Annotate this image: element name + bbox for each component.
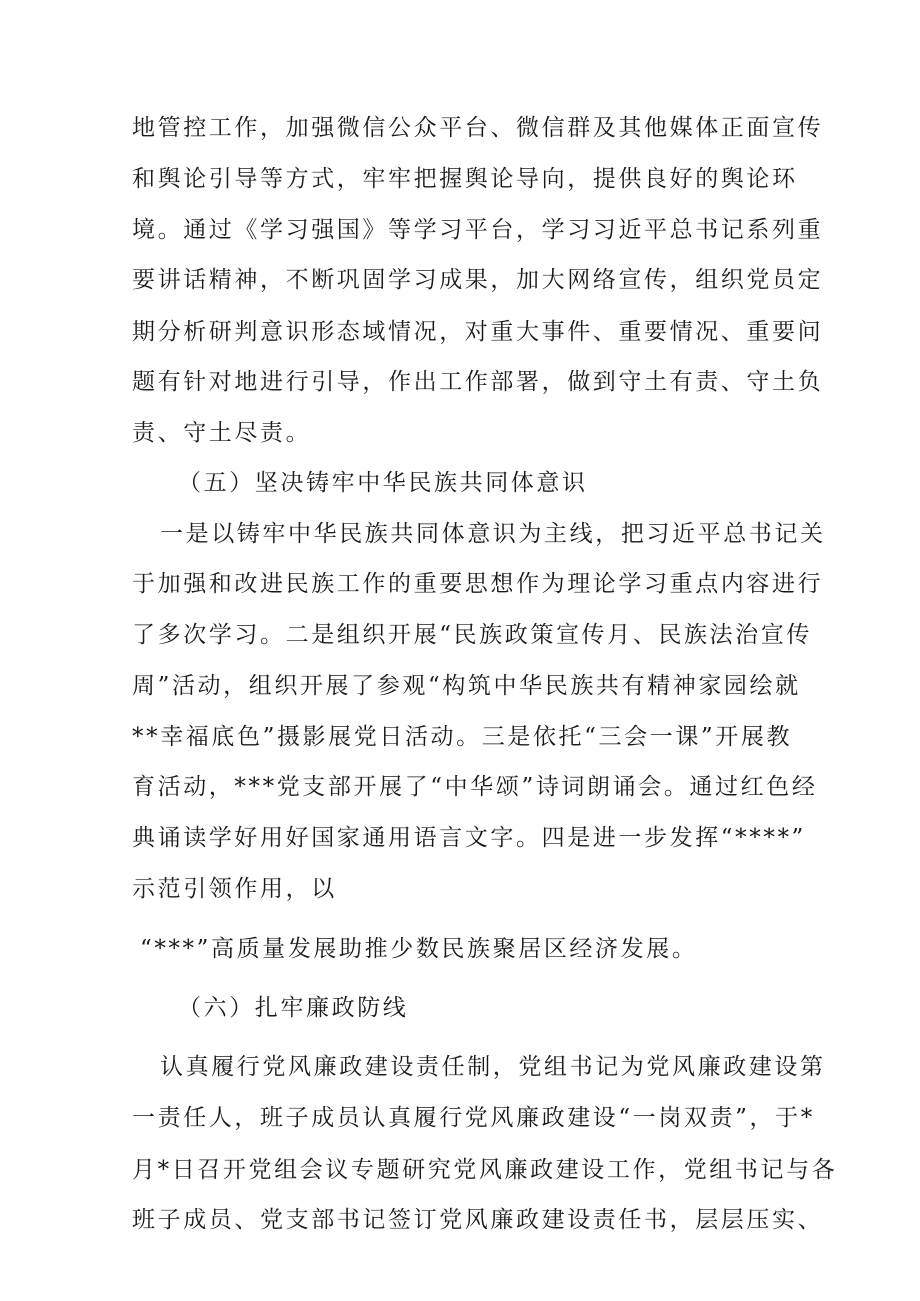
paragraph-line: 认真履行党风廉政建设责任制，党组书记为党风廉政建设第 <box>160 1054 826 1080</box>
paragraph-line: 题有针对地进行引导，作出工作部署，做到守土有责、守土负 <box>132 369 824 395</box>
section-heading-6: （六）扎牢廉政防线 <box>178 995 409 1021</box>
paragraph-line: 一是以铸牢中华民族共同体意识为主线，把习近平总书记关 <box>160 521 826 547</box>
paragraph-line: “***”高质量发展助推少数民族聚居区经济发展。 <box>140 936 698 962</box>
paragraph-line: 期分析研判意识形态域情况，对重大事件、重要情况、重要问 <box>132 319 824 345</box>
paragraph-line: 月*日召开党组会议专题研究党风廉政建设工作，党组书记与各 <box>132 1157 838 1183</box>
paragraph-line: 地管控工作，加强微信公众平台、微信群及其他媒体正面宣传 <box>132 115 824 141</box>
paragraph-line: 责、守土尽责。 <box>132 420 312 446</box>
paragraph-line: 境。通过《学习强国》等学习平台，学习习近平总书记系列重 <box>132 217 824 243</box>
paragraph-line: 周”活动，组织开展了参观“构筑中华民族共有精神家园绘就 <box>132 673 801 699</box>
paragraph-line: 要讲话精神，不断巩固学习成果，加大网络宣传，组织党员定 <box>132 267 824 293</box>
paragraph-line: **幸福底色”摄影展党日活动。三是依托“三会一课”开展教 <box>132 724 793 750</box>
paragraph-line: 和舆论引导等方式，牢牢把握舆论导向，提供良好的舆论环 <box>132 166 798 192</box>
paragraph-line: 一责任人，班子成员认真履行党风廉政建设“一岗双责”，于* <box>132 1105 815 1131</box>
paragraph-line: 育活动，***党支部开展了“中华颂”诗词朗诵会。通过红色经 <box>132 774 818 800</box>
paragraph-line: 了多次学习。二是组织开展“民族政策宣传月、民族法治宣传 <box>132 622 812 648</box>
section-heading-5: （五）坚决铸牢中华民族共同体意识 <box>178 470 588 496</box>
paragraph-line: 于加强和改进民族工作的重要思想作为理论学习重点内容进行 <box>132 571 824 597</box>
paragraph-line: 示范引领作用，以 <box>132 876 337 902</box>
paragraph-line: 典诵读学好用好国家通用语言文字。四是进一步发挥“****” <box>132 825 806 851</box>
paragraph-line: 班子成员、党支部书记签订党风廉政建设责任书，层层压实、 <box>132 1207 824 1233</box>
